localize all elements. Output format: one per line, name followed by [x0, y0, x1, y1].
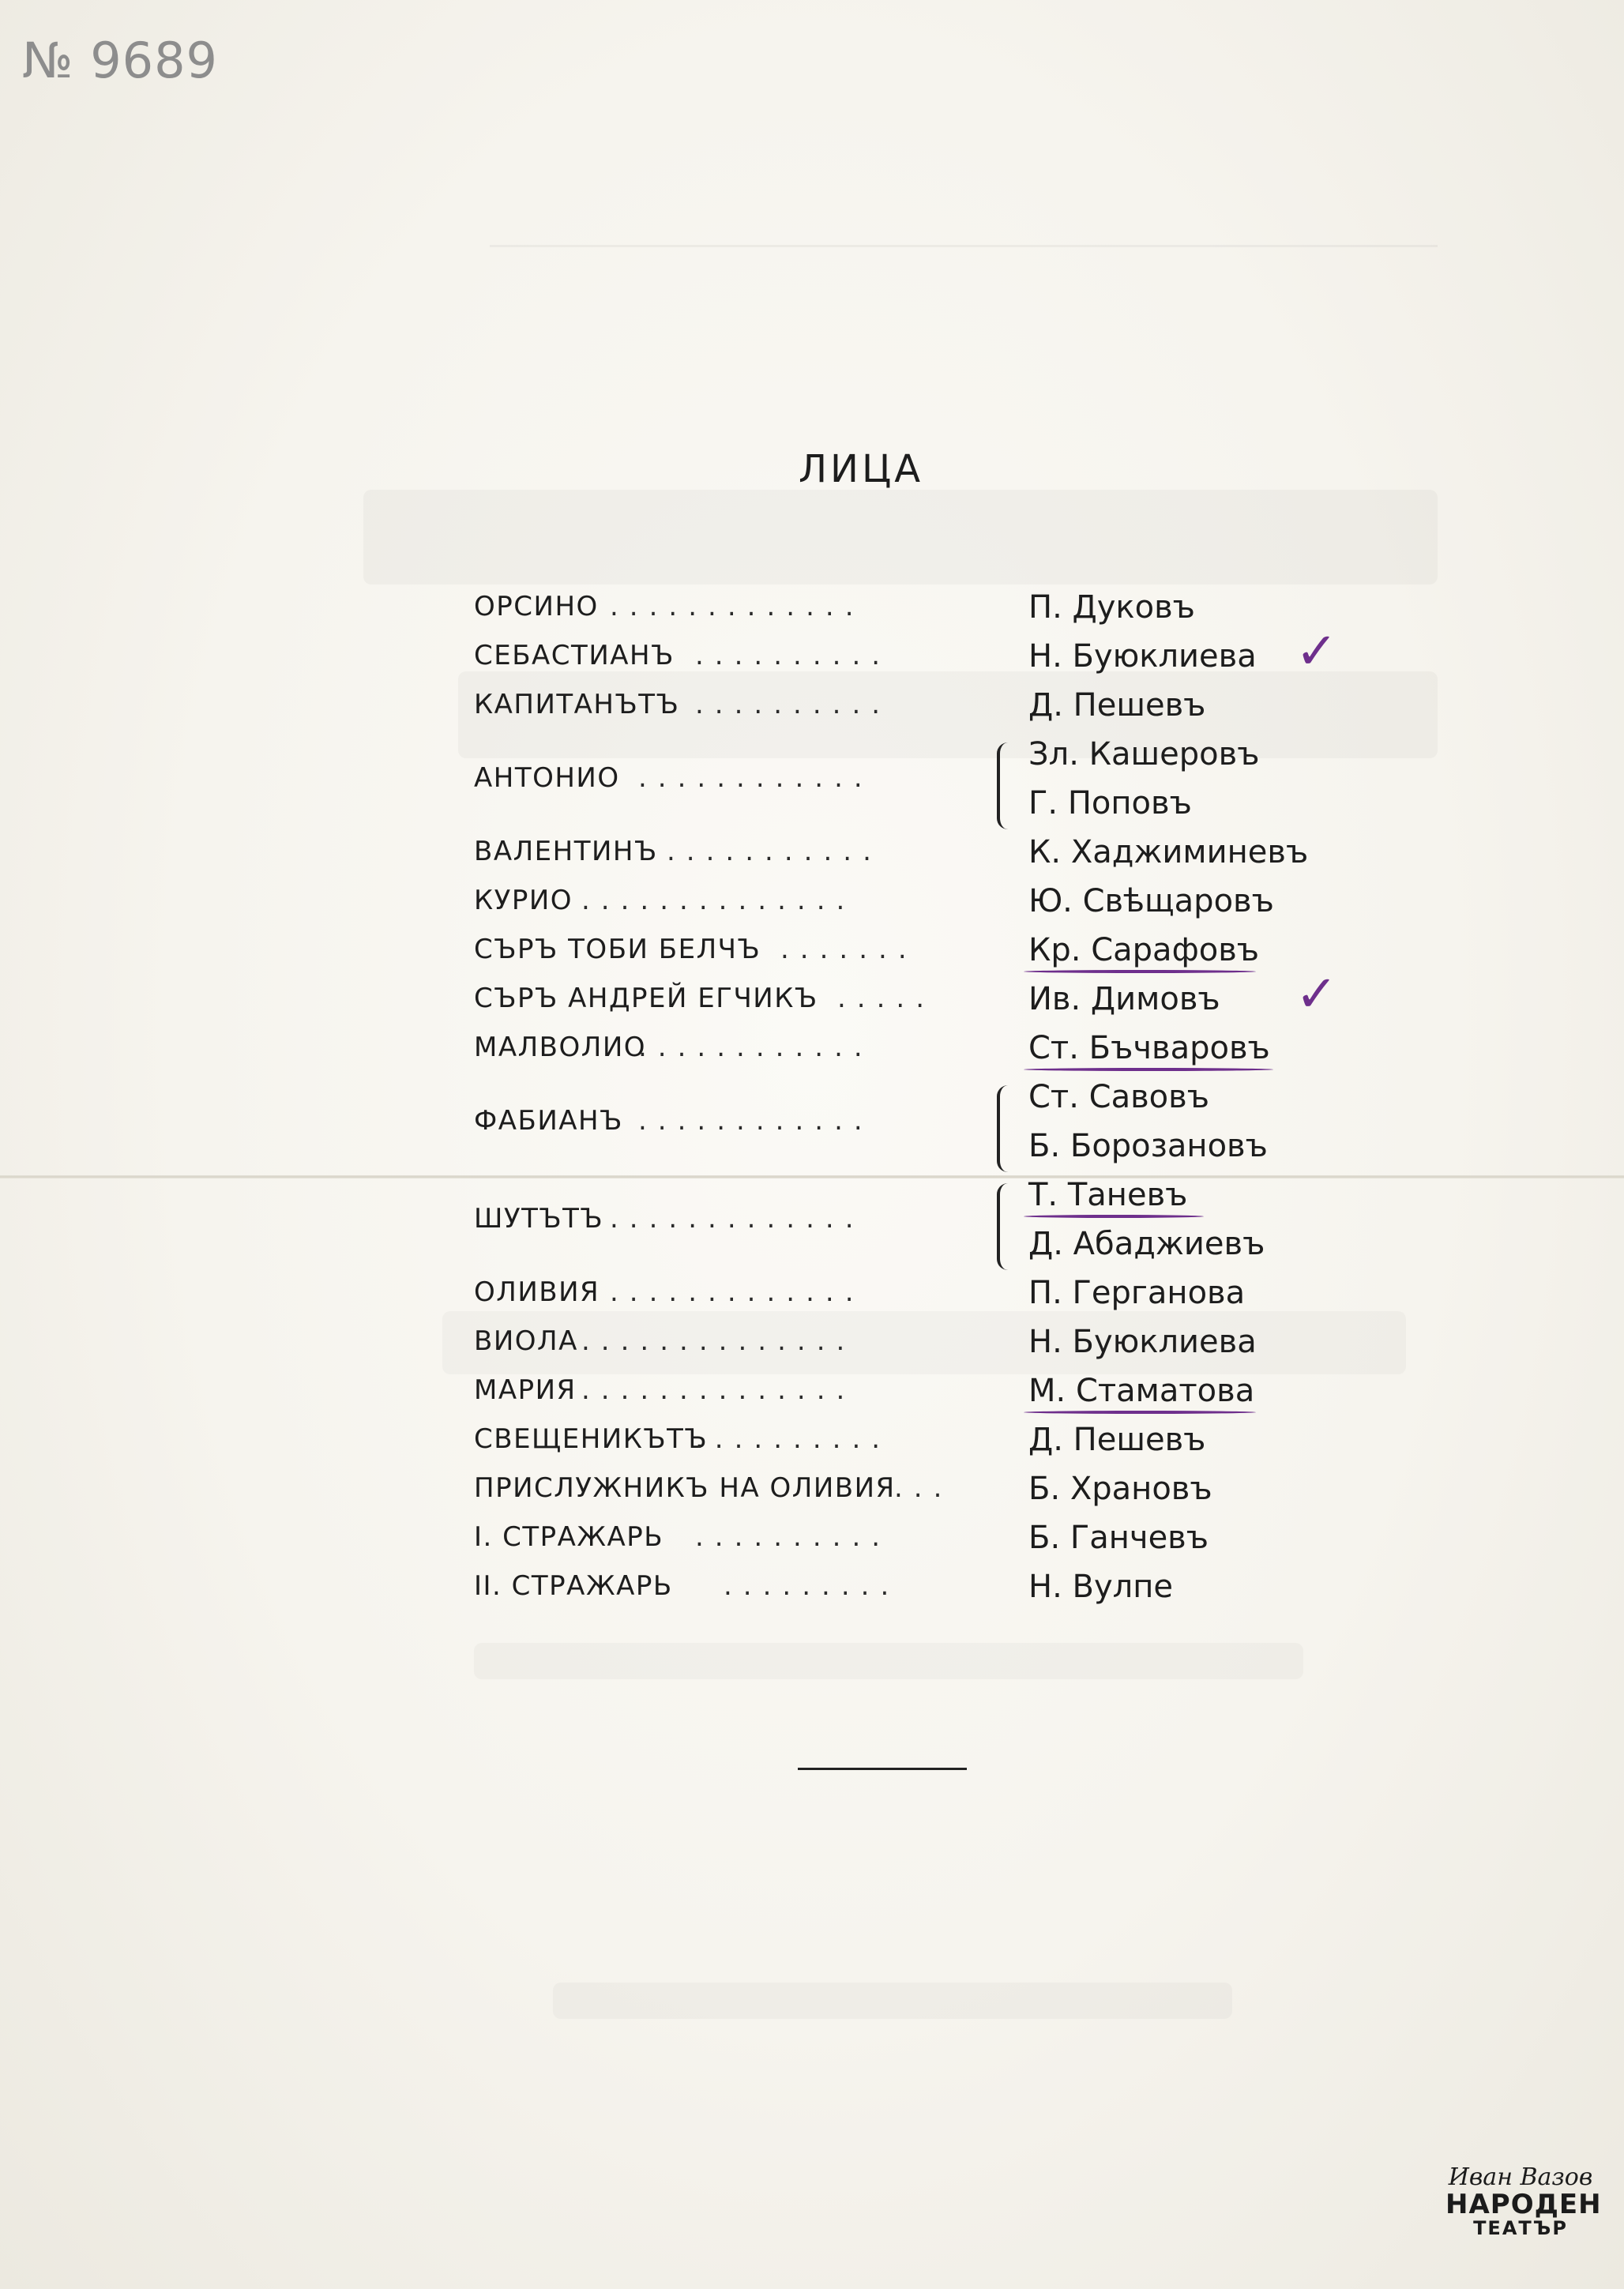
cast-role: II. СТРАЖАРЬ	[474, 1570, 673, 1602]
logo-line-1: НАРОДЕН	[1445, 2189, 1602, 2220]
cast-role: СЪРЪ АНДРЕЙ ЕГЧИКЪ	[474, 983, 818, 1014]
cast-role: ПРИСЛУЖНИКЪ НА ОЛИВИЯ	[474, 1472, 896, 1504]
cast-actor: Ст. Савовъ	[1028, 1079, 1209, 1115]
cast-actor: Д. Пешевъ	[1028, 1422, 1206, 1458]
cast-role: КАПИТАНЪТЪ	[474, 689, 680, 720]
cast-actor: Н. Буюклиева	[1028, 638, 1257, 675]
cast-role: ШУТЪТЪ	[474, 1203, 604, 1235]
leader-dots: ..........	[695, 640, 892, 671]
logo-script-text: Иван Вазов	[1448, 2163, 1593, 2191]
leader-dots: .............	[610, 591, 865, 622]
leader-dots: ..............	[581, 1374, 856, 1406]
cast-actor: Д. Пешевъ	[1028, 687, 1206, 724]
ink-underline	[1024, 1411, 1256, 1414]
leader-dots: .......	[780, 934, 918, 965]
cast-role: ОРСИНО	[474, 591, 599, 622]
cast-actor: Г. Поповъ	[1028, 785, 1192, 821]
cast-role: ВАЛЕНТИНЪ	[474, 836, 658, 867]
leader-dots: ..........	[695, 1423, 892, 1455]
ink-checkmark-icon: ✓	[1295, 622, 1338, 681]
leader-dots: ..........	[695, 689, 892, 720]
brace	[997, 1183, 1014, 1270]
cast-actor: Б. Ганчевъ	[1028, 1520, 1209, 1556]
cast-actor: К. Хаджиминевъ	[1028, 834, 1309, 870]
leader-dots: .....	[837, 983, 936, 1014]
brace	[997, 1085, 1014, 1172]
cast-actor: Зл. Кашеровъ	[1028, 736, 1260, 772]
divider-line	[798, 1768, 967, 1770]
leader-dots: ..............	[581, 1325, 856, 1357]
cast-actor: Б. Храновъ	[1028, 1471, 1212, 1507]
leader-dots: ............	[638, 1032, 874, 1063]
cast-actor: Н. Вулпе	[1028, 1569, 1173, 1605]
logo-line-2: ТЕАТЪР	[1473, 2217, 1568, 2239]
cast-actor: Кр. Сарафовъ	[1028, 932, 1260, 968]
brace	[997, 742, 1014, 829]
cast-role: I. СТРАЖАРЬ	[474, 1521, 664, 1553]
leader-dots: .............	[610, 1276, 865, 1308]
leader-dots: ............	[638, 762, 874, 794]
cast-role: КУРИО	[474, 885, 573, 916]
cast-actor: Т. Таневъ	[1028, 1177, 1188, 1213]
leader-dots: .........	[724, 1570, 900, 1602]
leader-dots: ...	[894, 1472, 953, 1504]
cast-role: ФАБИАНЪ	[474, 1105, 623, 1137]
national-theatre-logo	[1445, 2163, 1602, 2251]
cast-actor: М. Стаматова	[1028, 1373, 1255, 1409]
ink-underline	[1024, 1068, 1273, 1071]
cast-actor: Ю. Свѣщаровъ	[1028, 883, 1274, 919]
cast-role: СЕБАСТИАНЪ	[474, 640, 675, 671]
leader-dots: ...........	[667, 836, 882, 867]
cast-actor: Д. Абаджиевъ	[1028, 1226, 1265, 1262]
cast-actor: П. Дуковъ	[1028, 589, 1195, 626]
leader-dots: .............	[610, 1203, 865, 1235]
cast-role: МАЛВОЛИО	[474, 1032, 647, 1063]
cast-actor: Ив. Димовъ	[1028, 981, 1220, 1017]
leader-dots: ............	[638, 1105, 874, 1137]
leader-dots: ..........	[695, 1521, 892, 1553]
ink-underline	[1024, 970, 1256, 973]
cast-role: ОЛИВИЯ	[474, 1276, 600, 1308]
ink-underline	[1024, 1215, 1204, 1218]
cast-actor: Ст. Бъчваровъ	[1028, 1030, 1270, 1066]
leader-dots: ..............	[581, 885, 856, 916]
page-title: ЛИЦА	[798, 447, 924, 491]
cast-actor: Б. Борозановъ	[1028, 1128, 1268, 1164]
cast-role: АНТОНИО	[474, 762, 620, 794]
archive-number: № 9689	[22, 32, 218, 89]
cast-role: ВИОЛА	[474, 1325, 578, 1357]
cast-role: МАРИЯ	[474, 1374, 577, 1406]
cast-role: СВЕЩЕНИКЪТЪ	[474, 1423, 709, 1455]
cast-role: СЪРЪ ТОБИ БЕЛЧЪ	[474, 934, 761, 965]
cast-actor: Н. Буюклиева	[1028, 1324, 1257, 1360]
ink-checkmark-icon: ✓	[1295, 965, 1338, 1024]
cast-actor: П. Герганова	[1028, 1275, 1246, 1311]
